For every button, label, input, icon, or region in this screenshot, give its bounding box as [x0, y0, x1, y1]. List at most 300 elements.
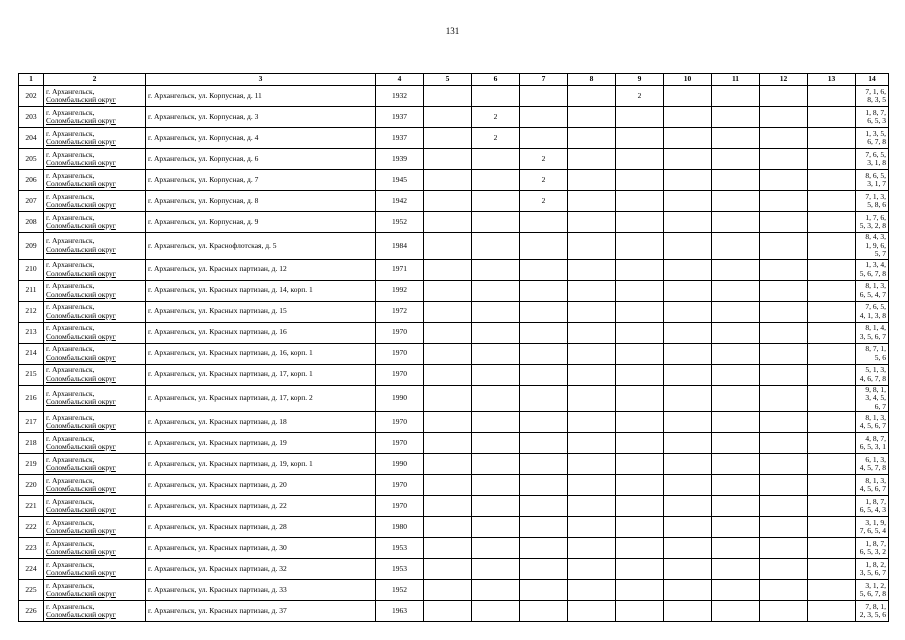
value-cell: [616, 517, 664, 538]
value-cell: [616, 149, 664, 170]
value-cell: [472, 433, 520, 454]
row-number: 212: [19, 301, 44, 322]
row-number: 217: [19, 412, 44, 433]
table-row: [19, 280, 889, 301]
district-cell: [44, 149, 146, 170]
value-cell: [616, 322, 664, 343]
address-cell: г. Архангельск, ул. Красных партизан, д. 22: [146, 496, 376, 517]
value-cell: [616, 343, 664, 364]
year-cell: 1945: [376, 170, 424, 191]
address-cell: г. Архангельск, ул. Корпусная, д. 8: [146, 191, 376, 212]
district-okrug: Соломбальский округ: [46, 421, 116, 430]
row-number: 220: [19, 475, 44, 496]
value-cell: [616, 301, 664, 322]
value-cell: [424, 580, 472, 601]
column-header: 5: [424, 74, 472, 86]
address-cell: г. Архангельск, ул. Красных партизан, д. 19, корп. 1: [146, 454, 376, 475]
value-cell: [520, 385, 568, 412]
value-cell: [664, 517, 712, 538]
value-cell: [664, 433, 712, 454]
value-cell: [568, 475, 616, 496]
district-city: г. Архангельск,: [46, 559, 95, 569]
district-okrug: Соломбальский округ: [46, 484, 116, 493]
value-cell: [664, 128, 712, 149]
value-cell: [424, 433, 472, 454]
table-row: [19, 233, 889, 260]
value-cell: [664, 191, 712, 212]
district-cell: [44, 580, 146, 601]
row-number: 205: [19, 149, 44, 170]
value-cell: [568, 191, 616, 212]
value-cell: [808, 475, 856, 496]
value-cell: [472, 259, 520, 280]
value-cell: [760, 212, 808, 233]
value-cell: [472, 149, 520, 170]
district-city: г. Архангельск,: [46, 149, 95, 159]
value-cell: [664, 475, 712, 496]
value-cell: [568, 517, 616, 538]
codes-cell: 4, 8, 7, 6, 5, 3, 1: [856, 433, 889, 454]
value-cell: [424, 322, 472, 343]
year-cell: 1970: [376, 475, 424, 496]
address-cell: г. Архангельск, ул. Красных партизан, д. 16: [146, 322, 376, 343]
value-cell: [568, 580, 616, 601]
district-okrug: Соломбальский округ: [46, 589, 116, 598]
value-cell: [760, 538, 808, 559]
district-okrug: Соломбальский округ: [46, 244, 116, 254]
row-number: 224: [19, 559, 44, 580]
value-cell: [808, 517, 856, 538]
value-cell: [424, 454, 472, 475]
codes-cell: 9, 8, 1, 3, 4, 5, 6, 7: [856, 385, 889, 412]
value-cell: [568, 301, 616, 322]
codes-cell: 3, 1, 9, 7, 6, 5, 4: [856, 517, 889, 538]
value-cell: [472, 280, 520, 301]
codes-cell: 8, 7, 1, 5, 6: [856, 343, 889, 364]
value-cell: [712, 191, 760, 212]
value-cell: [664, 580, 712, 601]
value-cell: [568, 322, 616, 343]
column-header: 9: [616, 74, 664, 86]
district-city: г. Архангельск,: [46, 107, 95, 117]
value-cell: [520, 322, 568, 343]
value-cell: [568, 259, 616, 280]
value-cell: [712, 364, 760, 385]
table-row: [19, 559, 889, 580]
value-cell: [760, 454, 808, 475]
year-cell: 1952: [376, 580, 424, 601]
value-cell: [808, 128, 856, 149]
value-cell: [568, 86, 616, 107]
value-cell: [472, 385, 520, 412]
year-cell: 1970: [376, 433, 424, 454]
table-row: [19, 385, 889, 412]
district-city: г. Архангельск,: [46, 86, 95, 96]
value-cell: [760, 385, 808, 412]
value-cell: [472, 496, 520, 517]
value-cell: 2: [520, 191, 568, 212]
value-cell: [424, 149, 472, 170]
value-cell: [808, 212, 856, 233]
value-cell: [520, 475, 568, 496]
value-cell: [712, 280, 760, 301]
year-cell: 1942: [376, 191, 424, 212]
address-cell: г. Архангельск, ул. Корпусная, д. 3: [146, 107, 376, 128]
row-number: 213: [19, 322, 44, 343]
value-cell: [424, 496, 472, 517]
row-number: 222: [19, 517, 44, 538]
codes-cell: 1, 8, 7, 6, 5, 4, 3: [856, 496, 889, 517]
district-okrug: Соломбальский округ: [46, 289, 116, 299]
district-cell: [44, 259, 146, 280]
value-cell: [664, 301, 712, 322]
codes-cell: 1, 3, 4, 5, 6, 7, 8: [856, 259, 889, 280]
value-cell: [472, 454, 520, 475]
value-cell: [520, 343, 568, 364]
district-city: г. Архангельск,: [46, 538, 95, 548]
value-cell: [520, 559, 568, 580]
row-number: 204: [19, 128, 44, 149]
value-cell: 2: [616, 86, 664, 107]
year-cell: 1953: [376, 538, 424, 559]
column-header: 2: [44, 74, 146, 86]
value-cell: [808, 259, 856, 280]
value-cell: [808, 149, 856, 170]
value-cell: [616, 601, 664, 622]
district-cell: [44, 86, 146, 107]
row-number: 202: [19, 86, 44, 107]
value-cell: [664, 259, 712, 280]
district-city: г. Архангельск,: [46, 388, 95, 398]
district-okrug: Соломбальский округ: [46, 331, 116, 341]
column-header: 7: [520, 74, 568, 86]
value-cell: [760, 559, 808, 580]
district-okrug: Соломбальский округ: [46, 526, 116, 535]
value-cell: [520, 301, 568, 322]
value-cell: 2: [472, 107, 520, 128]
row-number: 209: [19, 233, 44, 260]
address-cell: г. Архангельск, ул. Корпусная, д. 11: [146, 86, 376, 107]
value-cell: [760, 475, 808, 496]
value-cell: [760, 301, 808, 322]
column-header: 12: [760, 74, 808, 86]
district-cell: [44, 559, 146, 580]
value-cell: [712, 259, 760, 280]
value-cell: [568, 412, 616, 433]
row-number: 223: [19, 538, 44, 559]
value-cell: [664, 601, 712, 622]
district-city: г. Архангельск,: [46, 475, 95, 485]
district-city: г. Архангельск,: [46, 365, 95, 374]
codes-cell: 3, 1, 2, 5, 6, 7, 8: [856, 580, 889, 601]
value-cell: [664, 454, 712, 475]
value-cell: [424, 475, 472, 496]
value-cell: [808, 86, 856, 107]
value-cell: [712, 170, 760, 191]
value-cell: [424, 364, 472, 385]
value-cell: [520, 128, 568, 149]
district-city: г. Архангельск,: [46, 170, 95, 180]
value-cell: [712, 412, 760, 433]
table-row: [19, 191, 889, 212]
value-cell: [472, 475, 520, 496]
row-number: 219: [19, 454, 44, 475]
district-okrug: Соломбальский округ: [46, 463, 116, 472]
table-row: [19, 301, 889, 322]
value-cell: [472, 86, 520, 107]
table-row: [19, 580, 889, 601]
value-cell: [616, 233, 664, 260]
value-cell: [568, 454, 616, 475]
value-cell: [424, 412, 472, 433]
district-city: г. Архангельск,: [46, 302, 95, 311]
value-cell: [520, 517, 568, 538]
value-cell: [760, 433, 808, 454]
district-okrug: Соломбальский округ: [46, 397, 116, 407]
value-cell: [616, 385, 664, 412]
value-cell: [808, 385, 856, 412]
address-cell: г. Архангельск, ул. Красных партизан, д. 19: [146, 433, 376, 454]
value-cell: [424, 86, 472, 107]
column-header: 11: [712, 74, 760, 86]
value-cell: [472, 343, 520, 364]
value-cell: [520, 601, 568, 622]
value-cell: [472, 191, 520, 212]
district-cell: [44, 280, 146, 301]
value-cell: [760, 601, 808, 622]
value-cell: [712, 538, 760, 559]
district-cell: [44, 601, 146, 622]
value-cell: [424, 233, 472, 260]
value-cell: [808, 343, 856, 364]
value-cell: [664, 233, 712, 260]
value-cell: [760, 149, 808, 170]
value-cell: [616, 364, 664, 385]
district-cell: [44, 475, 146, 496]
value-cell: [520, 259, 568, 280]
table-row: [19, 601, 889, 622]
value-cell: [760, 107, 808, 128]
value-cell: [712, 433, 760, 454]
value-cell: [520, 107, 568, 128]
year-cell: 1970: [376, 412, 424, 433]
year-cell: 1937: [376, 107, 424, 128]
value-cell: [520, 496, 568, 517]
value-cell: [760, 364, 808, 385]
codes-cell: 8, 6, 5, 3, 1, 7: [856, 170, 889, 191]
row-number: 221: [19, 496, 44, 517]
address-cell: г. Архангельск, ул. Корпусная, д. 9: [146, 212, 376, 233]
value-cell: [664, 212, 712, 233]
row-number: 226: [19, 601, 44, 622]
value-cell: [760, 86, 808, 107]
value-cell: [664, 86, 712, 107]
district-city: г. Архангельск,: [46, 128, 95, 138]
value-cell: [712, 580, 760, 601]
value-cell: [616, 475, 664, 496]
address-cell: г. Архангельск, ул. Корпусная, д. 6: [146, 149, 376, 170]
district-city: г. Архангельск,: [46, 323, 95, 332]
address-cell: г. Архангельск, ул. Корпусная, д. 4: [146, 128, 376, 149]
value-cell: [712, 86, 760, 107]
row-number: 207: [19, 191, 44, 212]
value-cell: [520, 580, 568, 601]
value-cell: [760, 191, 808, 212]
value-cell: [568, 212, 616, 233]
value-cell: [424, 601, 472, 622]
row-number: 218: [19, 433, 44, 454]
value-cell: [616, 412, 664, 433]
address-cell: г. Архангельск, ул. Красных партизан, д. 17, корп. 1: [146, 364, 376, 385]
value-cell: [808, 364, 856, 385]
value-cell: [808, 580, 856, 601]
page-number: 131: [445, 26, 460, 36]
address-cell: г. Архангельск, ул. Красных партизан, д. 16, корп. 1: [146, 343, 376, 364]
table-row: [19, 259, 889, 280]
address-cell: г. Архангельск, ул. Красных партизан, д. 33: [146, 580, 376, 601]
value-cell: [472, 170, 520, 191]
value-cell: [424, 538, 472, 559]
district-okrug: Соломбальский округ: [46, 373, 116, 383]
district-city: г. Архангельск,: [46, 517, 95, 527]
value-cell: [808, 559, 856, 580]
value-cell: [616, 128, 664, 149]
value-cell: [616, 191, 664, 212]
address-cell: г. Архангельск, ул. Красных партизан, д. 18: [146, 412, 376, 433]
value-cell: [616, 538, 664, 559]
codes-cell: 7, 6, 5, 4, 1, 3, 8: [856, 301, 889, 322]
table-row: [19, 538, 889, 559]
value-cell: [616, 170, 664, 191]
value-cell: [712, 322, 760, 343]
column-header: 14: [856, 74, 889, 86]
district-city: г. Архангельск,: [46, 454, 95, 464]
district-okrug: Соломбальский округ: [46, 268, 116, 278]
district-cell: [44, 301, 146, 322]
value-cell: [712, 385, 760, 412]
value-cell: [520, 233, 568, 260]
codes-cell: 8, 1, 3, 4, 5, 6, 7: [856, 412, 889, 433]
value-cell: [760, 280, 808, 301]
district-city: г. Архангельск,: [46, 601, 95, 611]
table-row: [19, 322, 889, 343]
district-cell: [44, 364, 146, 385]
value-cell: [568, 343, 616, 364]
value-cell: [568, 233, 616, 260]
value-cell: [424, 385, 472, 412]
row-number: 225: [19, 580, 44, 601]
row-number: 211: [19, 280, 44, 301]
address-cell: г. Архангельск, ул. Красных партизан, д. 12: [146, 259, 376, 280]
district-city: г. Архангельск,: [46, 191, 95, 201]
value-cell: [712, 149, 760, 170]
value-cell: [664, 559, 712, 580]
value-cell: [712, 128, 760, 149]
table-row: [19, 149, 889, 170]
address-cell: г. Архангельск, ул. Корпусная, д. 7: [146, 170, 376, 191]
value-cell: [472, 301, 520, 322]
codes-cell: 1, 3, 5, 6, 7, 8: [856, 128, 889, 149]
district-okrug: Соломбальский округ: [46, 221, 116, 230]
value-cell: [664, 343, 712, 364]
district-okrug: Соломбальский округ: [46, 610, 116, 619]
table-row: [19, 454, 889, 475]
value-cell: [424, 107, 472, 128]
address-cell: г. Архангельск, ул. Красных партизан, д. 17, корп. 2: [146, 385, 376, 412]
district-cell: [44, 212, 146, 233]
value-cell: [712, 301, 760, 322]
district-okrug: Соломбальский округ: [46, 568, 116, 577]
codes-cell: 8, 1, 4, 3, 5, 6, 7: [856, 322, 889, 343]
value-cell: [616, 280, 664, 301]
codes-cell: 6, 1, 3, 4, 5, 7, 8: [856, 454, 889, 475]
column-header: 13: [808, 74, 856, 86]
codes-cell: 7, 6, 5, 3, 1, 8: [856, 149, 889, 170]
district-cell: [44, 191, 146, 212]
year-cell: 1970: [376, 322, 424, 343]
value-cell: [760, 412, 808, 433]
value-cell: [472, 364, 520, 385]
value-cell: [520, 364, 568, 385]
year-cell: 1990: [376, 454, 424, 475]
value-cell: [568, 107, 616, 128]
table-row: [19, 496, 889, 517]
column-header: 8: [568, 74, 616, 86]
codes-cell: 8, 4, 3, 1, 9, 6, 5, 7: [856, 233, 889, 260]
district-city: г. Архангельск,: [46, 344, 95, 353]
value-cell: [808, 233, 856, 260]
district-cell: [44, 322, 146, 343]
year-cell: 1963: [376, 601, 424, 622]
value-cell: [808, 280, 856, 301]
district-cell: [44, 412, 146, 433]
codes-cell: 8, 1, 3, 6, 5, 4, 7: [856, 280, 889, 301]
value-cell: [760, 259, 808, 280]
district-okrug: Соломбальский округ: [46, 158, 116, 167]
value-cell: [424, 517, 472, 538]
address-cell: г. Архангельск, ул. Красных партизан, д. 32: [146, 559, 376, 580]
year-cell: 1992: [376, 280, 424, 301]
table-row: [19, 128, 889, 149]
district-cell: [44, 538, 146, 559]
value-cell: [760, 517, 808, 538]
codes-cell: 1, 7, 6, 5, 3, 2, 8: [856, 212, 889, 233]
district-okrug: Соломбальский округ: [46, 179, 116, 188]
value-cell: [472, 322, 520, 343]
district-cell: [44, 107, 146, 128]
housing-register-table: [18, 73, 889, 622]
address-cell: г. Архангельск, ул. Красных партизан, д. 30: [146, 538, 376, 559]
year-cell: 1939: [376, 149, 424, 170]
value-cell: [424, 301, 472, 322]
value-cell: [568, 128, 616, 149]
row-number: 208: [19, 212, 44, 233]
year-cell: 1932: [376, 86, 424, 107]
value-cell: [520, 280, 568, 301]
column-header: 4: [376, 74, 424, 86]
value-cell: [808, 301, 856, 322]
value-cell: [424, 559, 472, 580]
value-cell: [568, 280, 616, 301]
address-cell: г. Архангельск, ул. Краснофлотская, д. 5: [146, 233, 376, 260]
table-row: [19, 433, 889, 454]
district-okrug: Соломбальский округ: [46, 505, 116, 514]
value-cell: [568, 149, 616, 170]
value-cell: [760, 128, 808, 149]
value-cell: [424, 212, 472, 233]
value-cell: [520, 412, 568, 433]
year-cell: 1990: [376, 385, 424, 412]
